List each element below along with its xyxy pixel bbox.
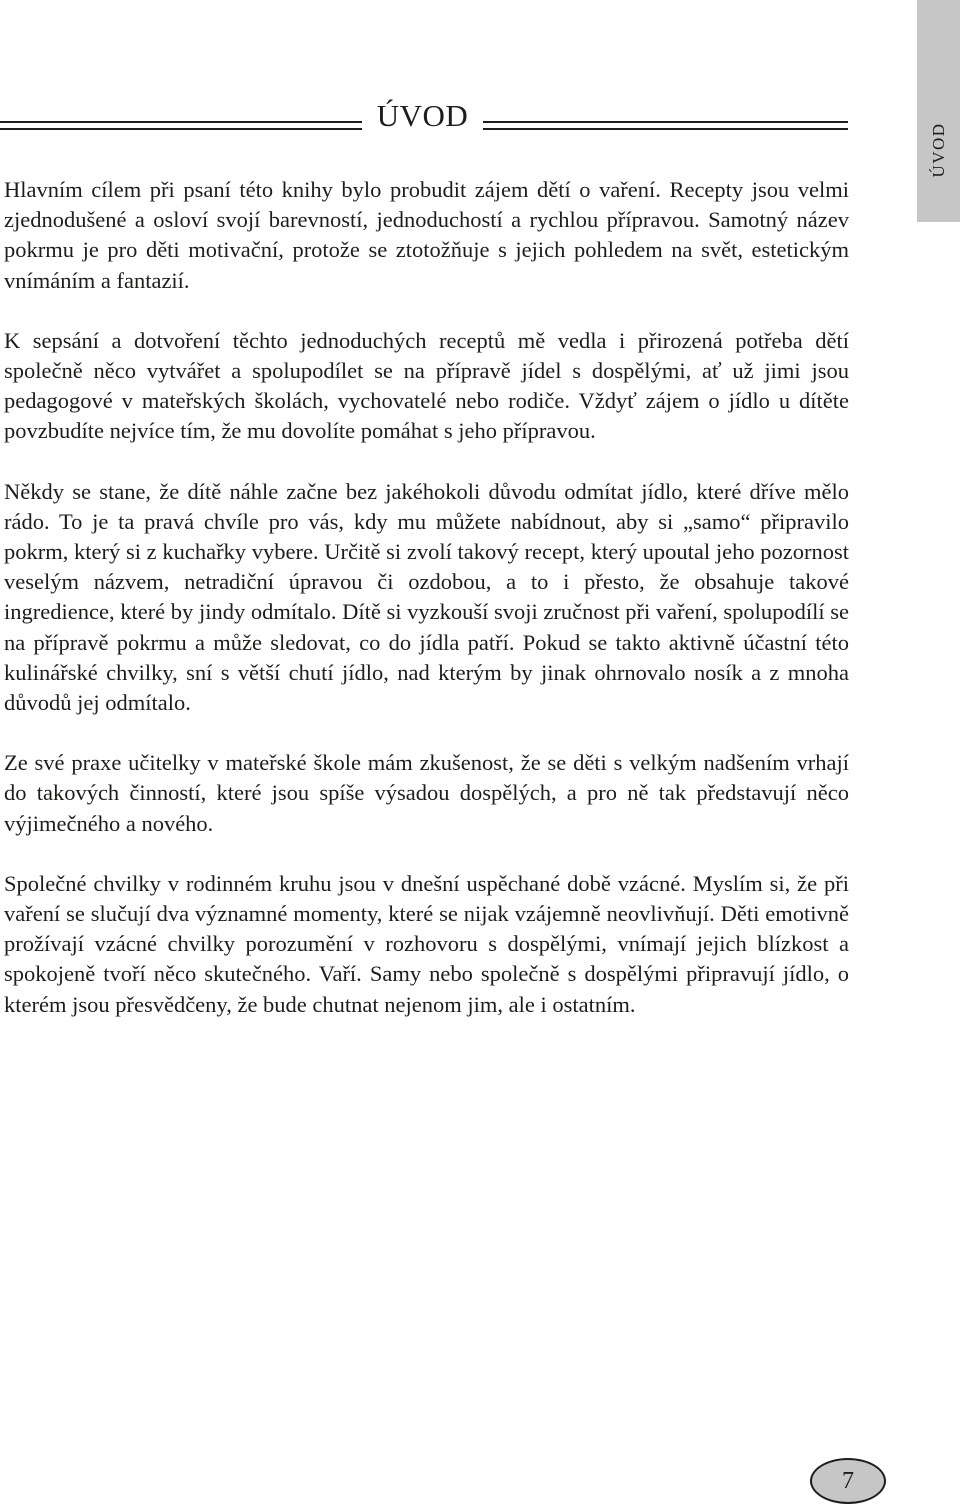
page-number: 7: [842, 1468, 854, 1494]
paragraph-1: Hlavním cílem při psaní této knihy bylo probudit zájem dětí o vaření. Recepty jsou velmi zjednodušené a osloví svojí barevností, jednoduchostí a rychlou přípravou. Samotný název pokrmu je pro děti motivační, protože se ztotožňuje s jejich pohledem na svět, estetickým vnímáním a fantazií.: [4, 177, 849, 293]
paragraph-3: Někdy se stane, že dítě náhle začne bez jakéhokoli důvodu odmítat jídlo, které dříve mělo rádo. To je ta pravá chvíle pro vás, kdy mu můžete nabídnout, aby si „samo“ připravilo pokrm, který si z kuchařky vybere. Určitě si zvolí takový recept, který upoutal jeho pozornost veselým názvem, netradiční úpravou či ozdobou, a to i přesto, že obsahuje takové ingredience, které by jindy odmítalo. Dítě si vyzkouší svoji zručnost při vaření, spolupodílí se na přípravě pokrmu a může sledovat, co do jídla patří. Pokud se takto aktivně účastní této kulinářské chvilky, sní s větší chutí jídlo, nad kterým by jinak ohrnovalo nosík a z mnoha důvodů jej odmítalo.: [4, 478, 849, 716]
chapter-side-tab-label: ÚVOD: [928, 122, 948, 178]
paragraph-4: Ze své praxe učitelky v mateřské škole mám zkušenost, že se děti s velkým nadšením vrhají do takových činností, které jsou spíše výsadou dospělých, a pro ně tak představují něco výjimečného a nového.: [4, 750, 849, 836]
heading-rule-left-top: [0, 121, 362, 123]
body-text: [4, 175, 849, 1020]
chapter-side-tab: [917, 0, 960, 222]
heading-rule-right-top: [483, 121, 848, 123]
page-number-badge: [810, 1458, 886, 1504]
chapter-heading: [0, 96, 848, 136]
heading-rule-right-bottom: [483, 128, 848, 130]
chapter-title: ÚVOD: [376, 98, 469, 133]
paragraph-5: Společné chvilky v rodinném kruhu jsou v dnešní uspěchané době vzácné. Myslím si, že při vaření se slučují dva významné momenty, které se nijak vzájemně neovlivňují. Děti emotivně prožívají vzácné chvilky porozumění v rozhovoru s dospělými, vnímají jejich blízkost a spokojeně tvoří něco skutečného. Vaří. Samy nebo společně s dospělými připravují jídlo, o kterém jsou přesvědčeny, že bude chutnat nejenom jim, ale i ostatním.: [4, 870, 849, 1017]
heading-rule-left-bottom: [0, 128, 362, 130]
paragraph-2: K sepsání a dotvoření těchto jednoduchých receptů mě vedla i přirozená potřeba dětí společně něco vytvářet a spolupodílet se na přípravě jídel s dospělými, ať už jimi jsou pedagogové v mateřských školách, vychovatelé nebo rodiče. Vždyť zájem o jídlo u dítěte povzbudíte nejvíce tím, že mu dovolíte pomáhat s jeho přípravou.: [4, 327, 849, 444]
